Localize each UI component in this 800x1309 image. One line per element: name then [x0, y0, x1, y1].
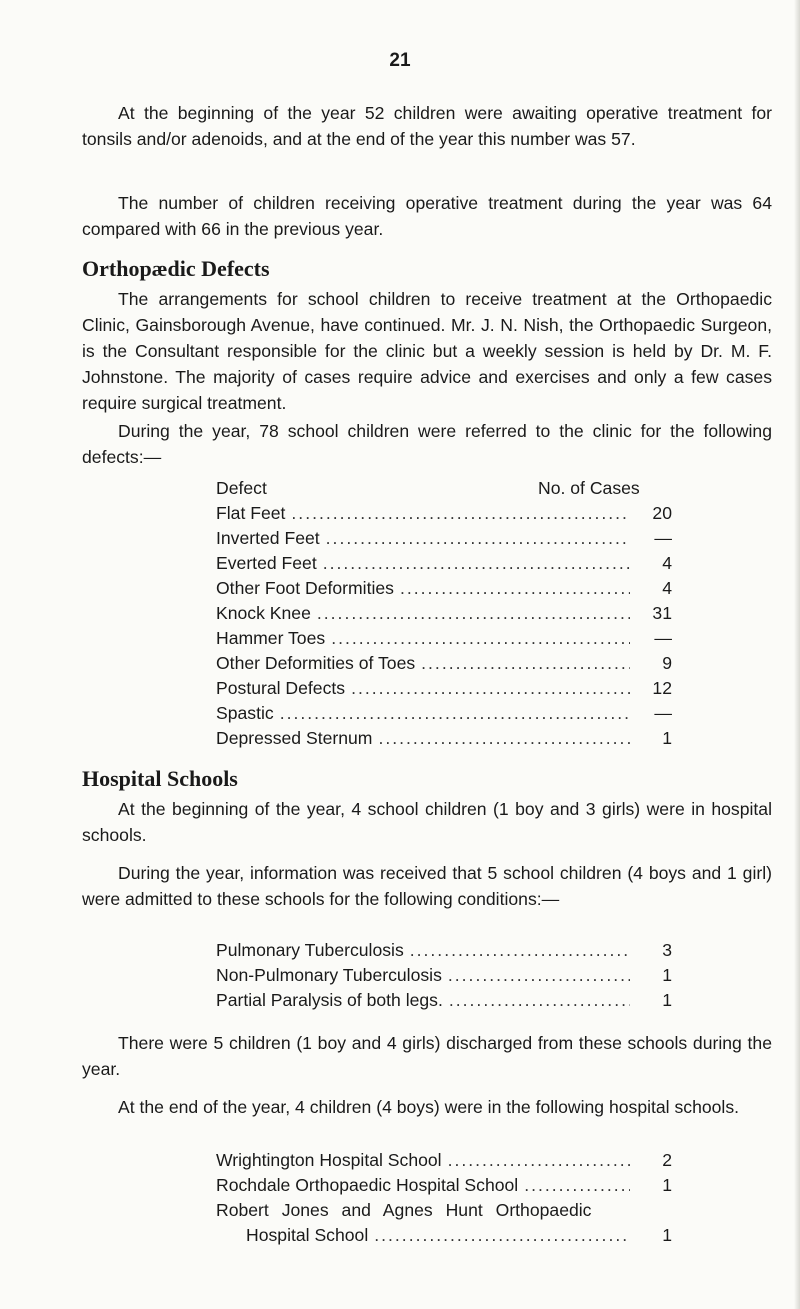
table-row: Knock Knee ..... 31: [216, 601, 672, 625]
table-row: Spastic ..... —: [216, 701, 672, 725]
table-row: Hammer Toes ..... —: [216, 626, 672, 650]
intro-paragraph-2-text: The number of children receiving operative treatment during the year was 64 compared with 66 in the previous year.: [82, 193, 772, 239]
page-edge-shadow: [794, 0, 800, 1309]
table-row: Postural Defects ..... 12: [216, 676, 672, 700]
defect-column-header: Defect: [216, 478, 267, 498]
orthopaedic-paragraph-1-text: The arrangements for school children to receive treatment at the Orthopaedic Clinic, Gainsborough Avenue, have continued. Mr. J. N. Nish, the Orthopaedic Surgeon, is the Consultant responsible for the clinic but a weekly session is held by Dr. M. F. Johnstone. The majority of cases require advice and exercises and only a few cases require surgical treatment.: [82, 289, 772, 413]
list-item: Wrightington Hospital School ..... 2: [216, 1148, 672, 1172]
list-item: Hospital School ..... 1: [246, 1223, 672, 1247]
list-item: Non-Pulmonary Tuberculosis ..... 1: [216, 963, 672, 987]
hospital-paragraph-4-text: At the end of the year, 4 children (4 boys) were in the following hospital schools.: [118, 1097, 740, 1117]
intro-paragraph-1-text: At the beginning of the year 52 children were awaiting operative treatment for tonsils and/or adenoids, and at the end of the year this number was 57.: [82, 103, 772, 149]
intro-paragraph-1: [82, 100, 772, 152]
hospital-paragraph-2: [82, 860, 772, 912]
orthopaedic-paragraph-2: [82, 418, 772, 470]
table-row: Flat Feet ..... 20: [216, 501, 672, 525]
hospital-paragraph-3: [82, 1030, 772, 1082]
hospital-paragraph-4: [82, 1094, 772, 1120]
intro-paragraph-2: [82, 190, 772, 242]
table-row: Depressed Sternum ..... 1: [216, 726, 672, 750]
table-row: Everted Feet ..... 4: [216, 551, 672, 575]
list-item: Partial Paralysis of both legs. ..... 1: [216, 988, 672, 1012]
table-row: Inverted Feet ..... —: [216, 526, 672, 550]
list-item: Robert Jones and Agnes Hunt Orthopaedic: [216, 1200, 592, 1220]
table-row: Other Deformities of Toes ..... 9: [216, 651, 672, 675]
hospital-paragraph-1-text: At the beginning of the year, 4 school children (1 boy and 3 girls) were in hospital schools.: [82, 799, 772, 845]
orthopaedic-heading: Orthopædic Defects: [82, 256, 270, 281]
page-number: 21: [389, 50, 411, 71]
hospital-paragraph-2-text: During the year, information was received that 5 school children (4 boys and 1 girl) were admitted to these schools for the following conditions:—: [82, 863, 772, 909]
hospital-schools-heading: Hospital Schools: [82, 766, 238, 791]
list-item: Rochdale Orthopaedic Hospital School ..... 1: [216, 1173, 672, 1197]
orthopaedic-paragraph-2-text: During the year, 78 school children were referred to the clinic for the following defects:—: [82, 421, 772, 467]
cases-column-header: No. of Cases: [538, 478, 640, 498]
orthopaedic-paragraph-1: [82, 286, 772, 416]
hospital-paragraph-1: [82, 796, 772, 848]
list-item: Pulmonary Tuberculosis ..... 3: [216, 938, 672, 962]
hospital-paragraph-3-text: There were 5 children (1 boy and 4 girls) discharged from these schools during the year.: [82, 1033, 772, 1079]
table-row: Other Foot Deformities ..... 4: [216, 576, 672, 600]
